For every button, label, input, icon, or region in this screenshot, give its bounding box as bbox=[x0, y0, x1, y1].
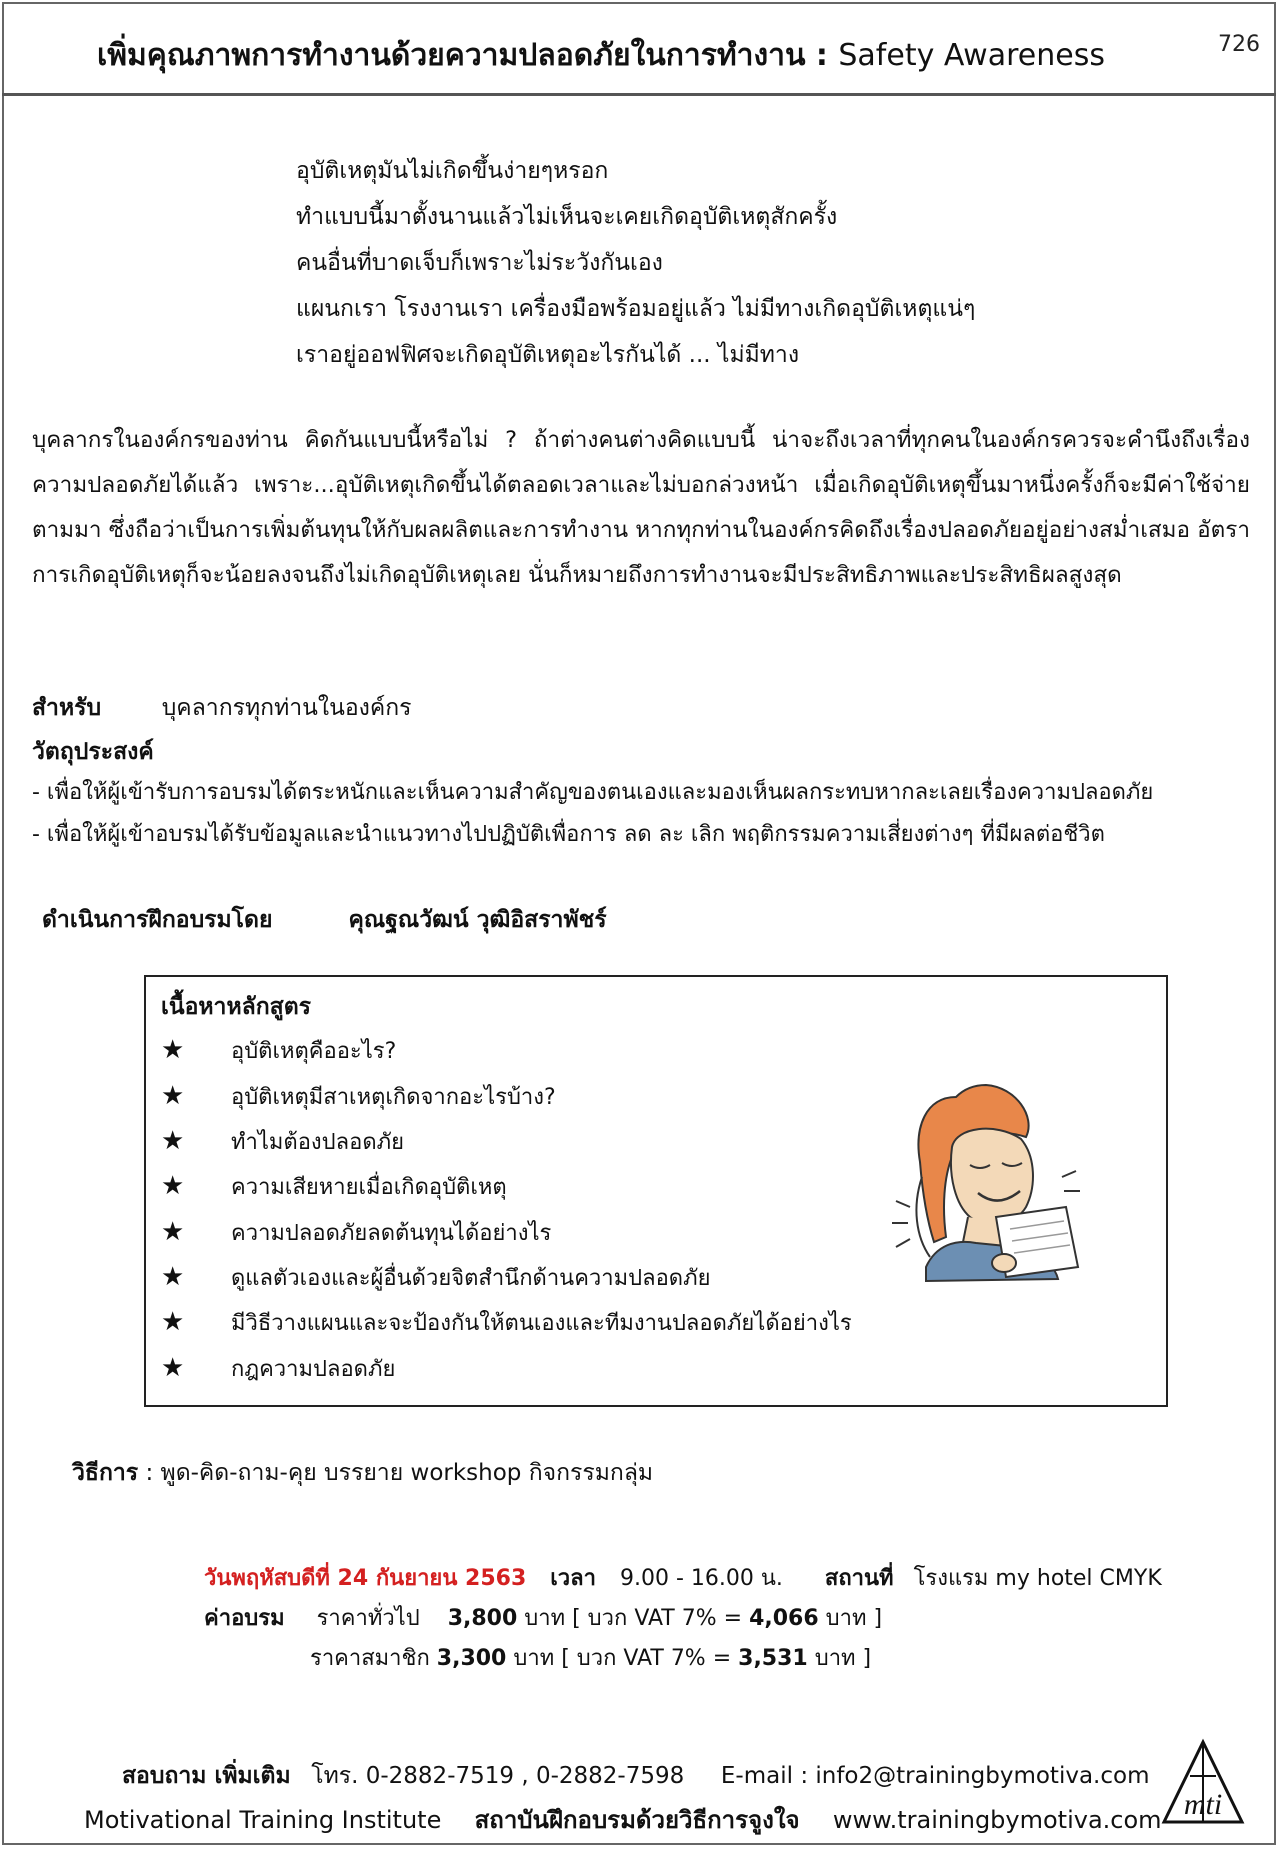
course-topic: ★ อุบัติเหตุมีสาเหตุเกิดจากอะไรบ้าง? bbox=[161, 1081, 556, 1111]
footer-contact bbox=[122, 1758, 1149, 1794]
time-value: 9.00 - 16.00 น. bbox=[619, 1566, 783, 1591]
mti-logo bbox=[1160, 1738, 1246, 1828]
objectives-list bbox=[32, 772, 1153, 856]
org-thai: สถาบันฝึกอบรมด้วยวิธีการจูงใจ bbox=[474, 1806, 800, 1834]
reading-person-illustration bbox=[886, 1067, 1086, 1287]
trainer-label: ดำเนินการฝึกอบรมโดย bbox=[42, 907, 273, 933]
fee-label: ค่าอบรม bbox=[204, 1606, 285, 1631]
method-label: วิธีการ bbox=[72, 1460, 139, 1486]
fee-general-price: 3,800 bbox=[447, 1606, 518, 1631]
schedule-row bbox=[204, 1560, 1162, 1595]
star-icon: ★ bbox=[161, 1217, 185, 1247]
quote-line: แผนกเรา โรงงานเรา เครื่องมือพร้อมอยู่แล้ว ไม่มีทางเกิดอุบัติเหตุแน่ๆ bbox=[296, 296, 976, 322]
page-header bbox=[2, 2, 1276, 96]
venue-label: สถานที่ bbox=[824, 1566, 894, 1591]
logo-text: mti bbox=[1183, 1788, 1223, 1821]
fee-member-vat: บาท [ บวก VAT 7% = bbox=[513, 1646, 732, 1671]
course-topic: ★ อุบัติเหตุคืออะไร? bbox=[161, 1035, 397, 1065]
time-label: เวลา bbox=[550, 1566, 596, 1591]
page-title bbox=[97, 32, 1105, 79]
footer-organization bbox=[84, 1800, 1162, 1839]
audience-row bbox=[32, 690, 412, 726]
quote-line: คนอื่นที่บาดเจ็บก็เพราะไม่ระวังกันเอง bbox=[296, 250, 663, 276]
fee-member-suffix: บาท ] bbox=[814, 1646, 872, 1671]
objective-item: - เพื่อให้ผู้เข้ารับการอบรมได้ตระหนักและเห็นความสำคัญของตนเองและมองเห็นผลกระทบหากละเลยเรื่องความปลอดภัย bbox=[32, 780, 1154, 805]
fee-general-suffix: บาท ] bbox=[825, 1606, 883, 1631]
star-icon: ★ bbox=[161, 1262, 185, 1292]
title-english: Safety Awareness bbox=[838, 38, 1105, 73]
audience-label: สำหรับ bbox=[32, 695, 102, 721]
page-number: 726 bbox=[1218, 32, 1260, 57]
objective-item: - เพื่อให้ผู้เข้าอบรมได้รับข้อมูลและนำแนวทางไปปฏิบัติเพื่อการ ลด ละ เลิก พฤติกรรมความเสี่ยงต่างๆ ที่มีผลต่อชีวิต bbox=[32, 822, 1105, 847]
trainer-name: คุณฐณวัฒน์ วุฒิอิสราพัชร์ bbox=[348, 907, 607, 933]
quote-line: เราอยู่ออฟฟิศจะเกิดอุบัติเหตุอะไรกันได้ ... ไม่มีทาง bbox=[296, 342, 800, 368]
course-content-box bbox=[144, 975, 1168, 1407]
fee-general-label: ราคาทั่วไป bbox=[316, 1606, 420, 1631]
org-english: Motivational Training Institute bbox=[84, 1806, 442, 1834]
title-separator: : bbox=[805, 38, 839, 73]
fee-member-row bbox=[310, 1640, 871, 1675]
inquiry-label: สอบถาม เพิ่มเติม bbox=[122, 1763, 291, 1789]
quote-list bbox=[296, 148, 975, 378]
fee-general-row bbox=[204, 1600, 882, 1635]
course-topic: ★ ความเสียหายเมื่อเกิดอุบัติเหตุ bbox=[161, 1171, 507, 1201]
venue-value: โรงแรม my hotel CMYK bbox=[913, 1566, 1162, 1591]
website-link[interactable]: www.trainingbymotiva.com bbox=[832, 1806, 1162, 1834]
course-topic: ★ มีวิธีวางแผนและจะป้องกันให้ตนเองและทีมงานปลอดภัยได้อย่างไร bbox=[161, 1307, 852, 1337]
intro-paragraph: บุคลากรในองค์กรของท่าน คิดกันแบบนี้หรือไม่ ? ถ้าต่างคนต่างคิดแบบนี้ น่าจะถึงเวลาที่ทุกคนในองค์กรควรจะคำนึงถึงเรื่องความปลอดภัยได้แล้ว เพราะ...อุบัติเหตุเกิดขึ้นได้ตลอดเวลาและไม่บอกล่วงหน้า เมื่อเกิดอุบัติเหตุขึ้นมาหนึ่งครั้งก็จะมีค่าใช้จ่ายตามมา ซึ่งถือว่าเป็นการเพิ่มต้นทุนให้กับผลผลิตและการทำงาน หากทุกท่านในองค์กรคิดถึงเรื่องปลอดภัยอยู่อย่างสม่ำเสมอ อัตราการเกิดอุบัติเหตุก็จะน้อยลงจนถึงไม่เกิดอุบัติเหตุเลย นั่นก็หมายถึงการทำงานจะมีประสิทธิภาพและประสิทธิผลสูงสุด bbox=[32, 427, 1250, 588]
fee-general-total: 4,066 bbox=[749, 1606, 819, 1631]
objectives-label: วัตถุประสงค์ bbox=[32, 739, 154, 765]
star-icon: ★ bbox=[161, 1081, 185, 1111]
course-topic: ★ กฎความปลอดภัย bbox=[161, 1353, 396, 1383]
fee-member-total: 3,531 bbox=[738, 1646, 808, 1671]
phone-numbers: โทร. 0-2882-7519 , 0-2882-7598 bbox=[311, 1763, 685, 1789]
email-address[interactable]: E-mail : info2@trainingbymotiva.com bbox=[720, 1763, 1150, 1789]
fee-member-price: 3,300 bbox=[436, 1646, 507, 1671]
star-icon: ★ bbox=[161, 1035, 185, 1065]
course-topic: ★ ดูแลตัวเองและผู้อื่นด้วยจิตสำนึกด้านความปลอดภัย bbox=[161, 1262, 711, 1292]
course-topic: ★ ความปลอดภัยลดต้นทุนได้อย่างไร bbox=[161, 1217, 552, 1247]
training-date: วันพฤหัสบดีที่ 24 กันยายน 2563 bbox=[204, 1566, 527, 1591]
trainer-row bbox=[42, 902, 607, 938]
fee-member-label: ราคาสมาชิก bbox=[310, 1646, 430, 1671]
star-icon: ★ bbox=[161, 1307, 185, 1337]
quote-line: ทำแบบนี้มาตั้งนานแล้วไม่เห็นจะเคยเกิดอุบัติเหตุสักครั้ง bbox=[296, 204, 838, 230]
course-content-title: เนื้อหาหลักสูตร bbox=[161, 994, 311, 1020]
fee-general-vat: บาท [ บวก VAT 7% = bbox=[524, 1606, 743, 1631]
quote-line: อุบัติเหตุมันไม่เกิดขึ้นง่ายๆหรอก bbox=[296, 158, 609, 184]
method-value: : พูด-คิด-ถาม-คุย บรรยาย workshop กิจกรรมกลุ่ม bbox=[138, 1460, 654, 1486]
star-icon: ★ bbox=[161, 1126, 185, 1156]
title-thai: เพิ่มคุณภาพการทำงานด้วยความปลอดภัยในการทำงาน bbox=[97, 38, 806, 73]
course-topic: ★ ทำไมต้องปลอดภัย bbox=[161, 1126, 405, 1156]
star-icon: ★ bbox=[161, 1171, 185, 1201]
star-icon: ★ bbox=[161, 1353, 185, 1383]
method-row bbox=[72, 1455, 653, 1491]
audience-value: บุคลากรทุกท่านในองค์กร bbox=[161, 695, 412, 721]
